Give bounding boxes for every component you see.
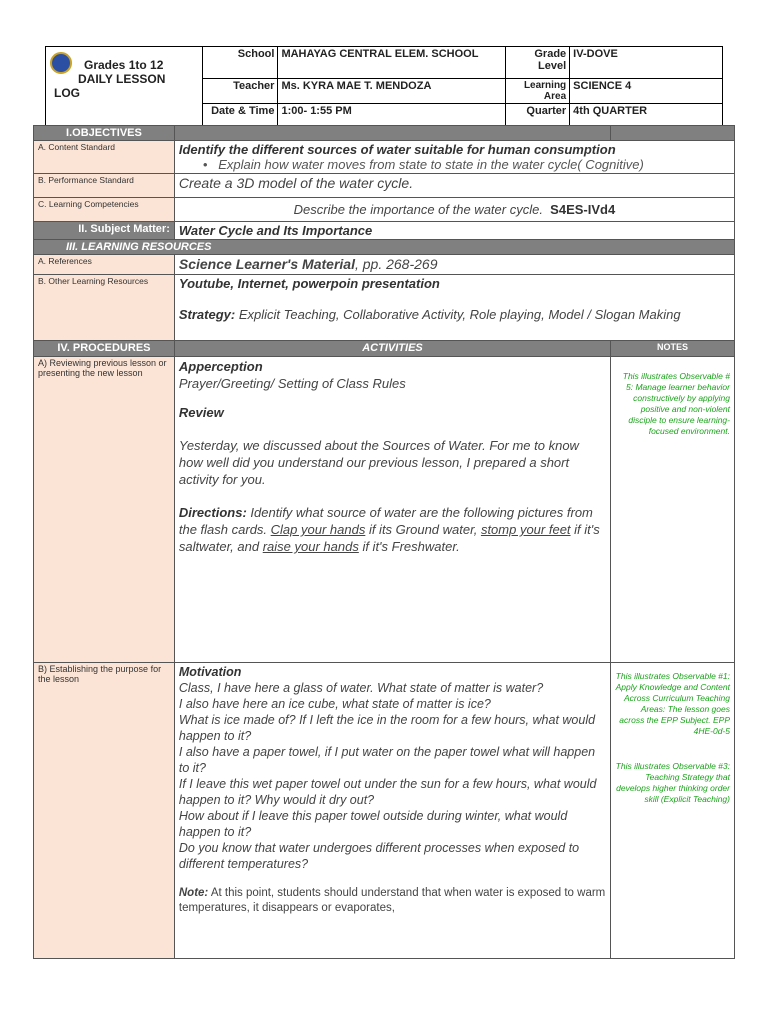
motivation-line-6: How about if I leave this paper towel outside during winter, what would happen to it? (178, 809, 568, 839)
quarter-value: 4th QUARTER (570, 104, 723, 134)
directions-part-4: if it's Freshwater. (358, 539, 460, 554)
procedure-a-cell (174, 357, 610, 663)
procedure-a-note: This illustrates Observable # 5: Manage learner behavior constructively by applying positive and non-violent disciple to ensure learning-focused environment. (611, 357, 735, 663)
motivation-line-1: Class, I have here a glass of water. What state of matter is water? (178, 681, 544, 695)
yesterday-text: Yesterday, we discussed about the Sources of Water. For me to know how well did you understand our previous lesson, I prepared a short activity for you. (178, 438, 579, 487)
quarter-label: Quarter (505, 104, 569, 134)
procedure-b-label: B) Establishing the purpose for the lesson (34, 663, 175, 959)
review-heading: Review (178, 405, 224, 420)
motivation-line-4: I also have a paper towel, if I put water on the paper towel what will happen to it? (178, 745, 596, 775)
content-standard-bullet-text: Explain how water moves from state to state in the water cycle( Cognitive) (218, 157, 644, 172)
grade-level-value: IV-DOVE (570, 47, 723, 79)
directions-label: Directions: (178, 505, 247, 520)
directions-part-1: Identify what source of water are the following pictures from the flash cards. (178, 505, 593, 537)
learning-area-label: Learning Area (505, 79, 569, 104)
learning-competencies-text: Describe the importance of the water cycle. (293, 202, 543, 217)
other-resources-cell (174, 275, 734, 341)
references-label: A. References (34, 255, 175, 275)
strategy-text: Explicit Teaching, Collaborative Activity, Role playing, Model / Slogan Making (235, 307, 681, 322)
header-table (45, 46, 723, 134)
dll-title-cell (46, 47, 203, 134)
activities-header: ACTIVITIES (174, 341, 610, 357)
raise-hands-text: raise your hands (262, 539, 359, 554)
strategy-label: Strategy: (178, 307, 236, 322)
references-book: Science Learner's Material (178, 256, 355, 272)
dll-title-1: DAILY LESSON (78, 72, 166, 86)
strategy-line (179, 307, 730, 322)
other-resources-label: B. Other Learning Resources (34, 275, 175, 341)
content-standard-text: Identify the different sources of water suitable for human consumption (178, 142, 616, 157)
procedure-a-label: A) Reviewing previous lesson or presenting the new lesson (34, 357, 175, 663)
motivation-line-7: Do you know that water undergoes different processes when exposed to different temperatures? (178, 841, 580, 871)
motivation-line-2: I also have here an ice cube, what state of matter is ice? (178, 697, 491, 711)
dll-title-2: LOG (54, 86, 80, 100)
performance-standard-text: Create a 3D model of the water cycle. (174, 174, 734, 198)
procedure-b-notes (611, 663, 735, 959)
learning-area-value: SCIENCE 4 (570, 79, 723, 104)
observable-3-note: This illustrates Observable #3: Teaching Strategy that develops higher thinking order skill (Explicit Teaching) (615, 761, 730, 804)
grades-title: Grades 1to 12 (84, 58, 164, 72)
subject-matter-value: Water Cycle and Its Importance (174, 222, 734, 240)
learning-competencies-cell (174, 198, 734, 222)
directions-text (179, 504, 606, 555)
school-label: School (202, 47, 278, 79)
clap-hands-text: Clap your hands (270, 522, 366, 537)
learning-resources-title: III. LEARNING RESOURCES (34, 240, 735, 255)
directions-part-3: if it's saltwater, and (178, 522, 600, 554)
date-time-value: 1:00- 1:55 PM (278, 104, 505, 134)
apperception-heading: Apperception (178, 359, 263, 374)
directions-part-2: if its Ground water, (365, 522, 481, 537)
stomp-feet-text: stomp your feet (480, 522, 571, 537)
content-standard-cell (174, 141, 734, 174)
learning-competencies-label: C. Learning Competencies (34, 198, 175, 222)
references-cell (174, 255, 734, 275)
observable-1-note: This illustrates Observable #1: Apply Knowledge and Content Across Curriculum Teaching Areas: The lesson goes across the EPP Subject. EPP 4HE-0d-5 (615, 671, 730, 736)
performance-standard-label: B. Performance Standard (34, 174, 175, 198)
procedures-title: IV. PROCEDURES (34, 341, 175, 357)
motivation-line-3: What is ice made of? If I left the ice in the room for a few hours, what would happen to it? (178, 713, 596, 743)
grade-level-label: Grade Level (505, 47, 569, 79)
notes-header: NOTES (611, 341, 735, 357)
teacher-value: Ms. KYRA MAE T. MENDOZA (278, 79, 505, 104)
subject-matter-label: II. Subject Matter: (34, 222, 175, 240)
note-body: At this point, students should understand that when water is exposed to warm temperatures, it disappears or evaporates, (178, 887, 606, 914)
other-resources-text: Youtube, Internet, powerpoin presentation (178, 276, 440, 291)
content-standard-label: A. Content Standard (34, 141, 175, 174)
date-time-label: Date & Time (202, 104, 278, 134)
motivation-heading: Motivation (178, 665, 242, 679)
prayer-text: Prayer/Greeting/ Setting of Class Rules (178, 376, 406, 391)
lesson-table (33, 125, 735, 959)
procedure-b-cell (174, 663, 610, 959)
note-label: Note: (178, 887, 209, 899)
competency-code: S4ES-IVd4 (550, 202, 616, 217)
objectives-title: I.OBJECTIVES (34, 126, 175, 141)
references-pages: , pp. 268-269 (354, 256, 438, 272)
motivation-line-5: If I leave this wet paper towel out under the sun for a few hours, what would happen to it? Why would it dry out? (178, 777, 597, 807)
school-value: MAHAYAG CENTRAL ELEM. SCHOOL (278, 47, 505, 79)
note-text (179, 886, 606, 916)
content-standard-bullet: • Explain how water moves from state to state in the water cycle( Cognitive) (202, 157, 644, 172)
teacher-label: Teacher (202, 79, 278, 104)
